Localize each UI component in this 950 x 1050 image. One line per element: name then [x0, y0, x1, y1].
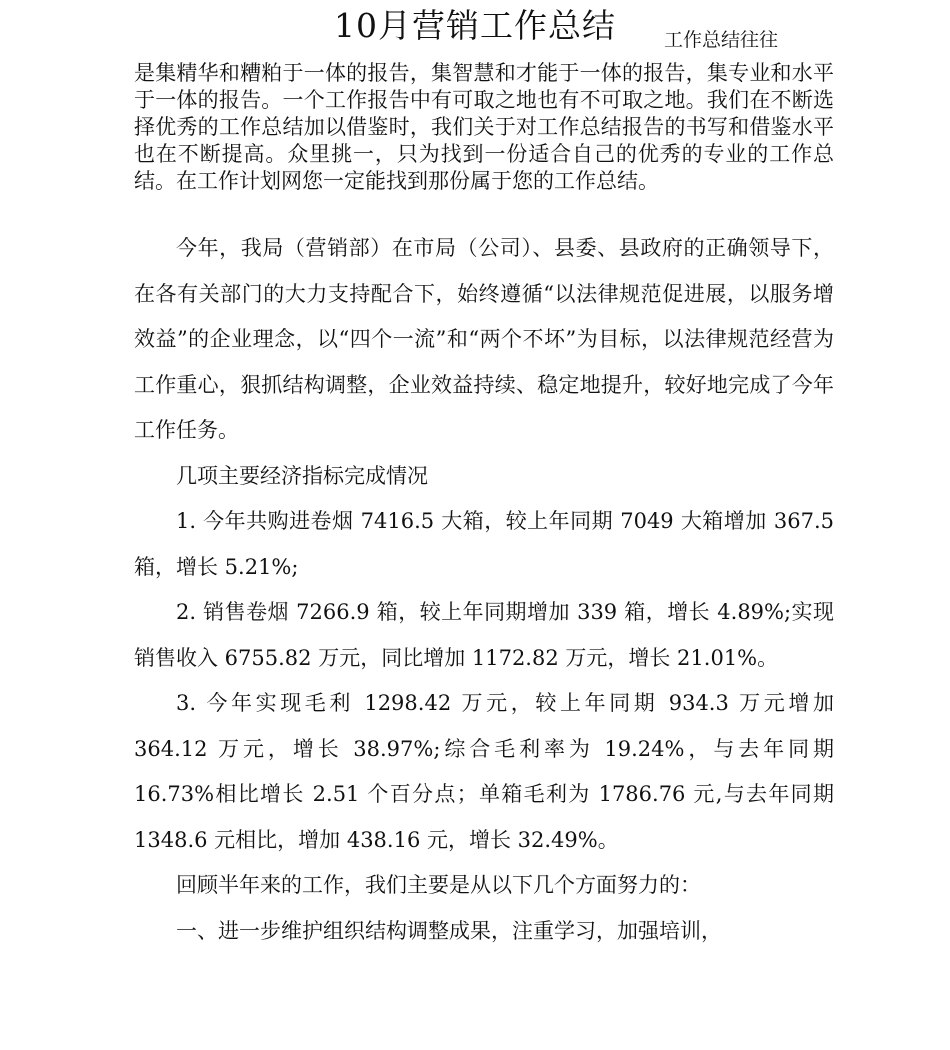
- section-heading-indicators: 几项主要经济指标完成情况: [176, 463, 428, 488]
- title-side-note: 工作总结往往: [664, 29, 779, 51]
- paragraph-review: 回顾半年来的工作，我们主要是从以下几个方面努力的：: [176, 873, 701, 897]
- paragraph-section-one: 一、进一步维护组织结构调整成果，注重学习，加强培训，: [176, 918, 722, 943]
- paragraph-item-2: 2. 销售卷烟 7266.9 箱，较上年同期增加 339 箱，增长 4.89%;实现销售收入 6755.82 万元，同比增加 1172.82 万元，增长 21.01%。: [134, 600, 834, 670]
- intro-paragraph: 是集精华和糟粕于一体的报告，集智慧和才能于一体的报告，集专业和水平于一体的报告。一个工作报告中有可取之地也有不可取之地。我们在不断选择优秀的工作总结加以借鉴时，我们关于对工作总结报告的书写和借鉴水平也在不断提高。众里挑一，只为找到一份适合自己的优秀的专业的工作总结。在工作计划网您一定能找到那份属于您的工作总结。: [134, 61, 834, 193]
- document-title: 10月营销工作总结: [334, 6, 616, 45]
- paragraph-item-3: 3. 今年实现毛利 1298.42 万元，较上年同期 934.3 万元增加 364.12 万元，增长 38.97%;综合毛利率为 19.24%，与去年同期 16.73%相比增长 2.51 个百分点；单箱毛利为 1786.76 元,与去年同期 1348.6 元相比，增加 438.16 元，增长 32.49%。: [134, 691, 834, 852]
- paragraph-overview: 今年，我局（营销部）在市局（公司）、县委、县政府的正确领导下，在各有关部门的大力支持配合下，始终遵循“以法律规范促进展，以服务增效益”的企业理念，以“四个一流”和“两个不坏”为目标，以法律规范经营为工作重心，狠抓结构调整，企业效益持续、稳定地提升，较好地完成了今年工作任务。: [134, 236, 834, 442]
- paragraph-item-1: 1. 今年共购进卷烟 7416.5 大箱，较上年同期 7049 大箱增加 367.5 箱，增长 5.21%;: [134, 509, 834, 579]
- document-body: [134, 226, 834, 954]
